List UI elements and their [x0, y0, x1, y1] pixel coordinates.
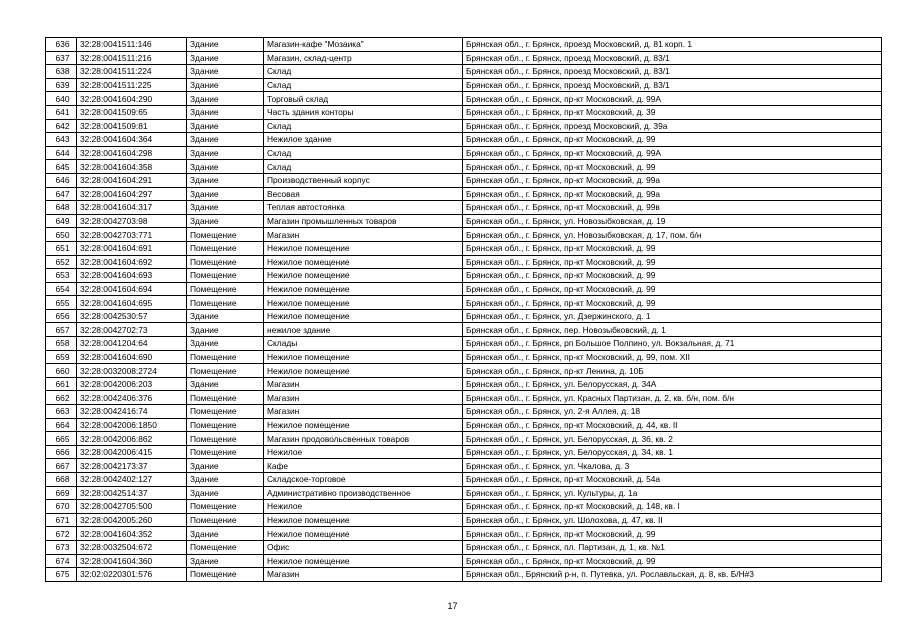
address-cell: Брянская обл., г. Брянск, пр-кт Московский, д. 99 — [463, 527, 882, 541]
object-name-cell: Склад — [264, 160, 463, 174]
row-number-cell: 650 — [46, 228, 77, 242]
cadastral-number-cell: 32:28:0041604:290 — [77, 92, 187, 106]
object-type-cell: Здание — [187, 377, 264, 391]
row-number-cell: 641 — [46, 105, 77, 119]
object-type-cell: Помещение — [187, 405, 264, 419]
cadastral-number-cell: 32:28:0041511:224 — [77, 65, 187, 79]
object-type-cell: Здание — [187, 146, 264, 160]
object-type-cell: Здание — [187, 337, 264, 351]
table-row — [46, 255, 882, 269]
object-type-cell: Здание — [187, 105, 264, 119]
cadastral-number-cell: 32:28:0042006:203 — [77, 377, 187, 391]
address-cell: Брянская обл., г. Брянск, пр-кт Московский, д. 99 — [463, 241, 882, 255]
address-cell: Брянская обл., г. Брянск, пр-кт Московский, д. 99 — [463, 160, 882, 174]
row-number-cell: 637 — [46, 51, 77, 65]
cadastral-number-cell: 32:28:0042705:500 — [77, 500, 187, 514]
object-name-cell: Магазин продовольсвенных товаров — [264, 432, 463, 446]
cadastral-number-cell: 32:28:0042006:1850 — [77, 418, 187, 432]
table-row — [46, 187, 882, 201]
object-type-cell: Здание — [187, 473, 264, 487]
cadastral-number-cell: 32:28:0032008:2724 — [77, 364, 187, 378]
address-cell: Брянская обл., г. Брянск, пер. Новозыбковский, д. 1 — [463, 323, 882, 337]
object-type-cell: Помещение — [187, 418, 264, 432]
cadastral-number-cell: 32:28:0042416:74 — [77, 405, 187, 419]
cadastral-number-cell: 32:28:0041604:352 — [77, 527, 187, 541]
page-number: 17 — [447, 601, 458, 611]
row-number-cell: 661 — [46, 377, 77, 391]
table-body — [46, 38, 882, 582]
object-name-cell: Нежилое — [264, 445, 463, 459]
row-number-cell: 674 — [46, 554, 77, 568]
address-cell: Брянская обл., г. Брянск, ул. Красных Партизан, д. 2, кв. б/н, пом. б/н — [463, 391, 882, 405]
row-number-cell: 667 — [46, 459, 77, 473]
object-name-cell: Нежилое помещение — [264, 513, 463, 527]
object-type-cell: Здание — [187, 554, 264, 568]
object-type-cell: Здание — [187, 323, 264, 337]
object-name-cell: Административно производственное — [264, 486, 463, 500]
cadastral-number-cell: 32:28:0041604:695 — [77, 296, 187, 310]
address-cell: Брянская обл., г. Брянск, ул. Дзержинского, д. 1 — [463, 309, 882, 323]
table-row — [46, 309, 882, 323]
cadastral-number-cell: 32:28:0041604:360 — [77, 554, 187, 568]
address-cell: Брянская обл., г. Брянск, пр-кт Московский, д. 99А — [463, 146, 882, 160]
cadastral-number-cell: 32:28:0041604:690 — [77, 350, 187, 364]
address-cell: Брянская обл., г. Брянск, ул. Белорусская, д. 36, кв. 2 — [463, 432, 882, 446]
object-name-cell: Офис — [264, 540, 463, 554]
row-number-cell: 639 — [46, 78, 77, 92]
object-type-cell: Помещение — [187, 269, 264, 283]
table-row — [46, 133, 882, 147]
address-cell: Брянская обл., г. Брянск, пр-кт Московский, д. 99 — [463, 269, 882, 283]
row-number-cell: 651 — [46, 241, 77, 255]
table-row — [46, 214, 882, 228]
address-cell: Брянская обл., г. Брянск, проезд Московский, д. 39а — [463, 119, 882, 133]
object-type-cell: Здание — [187, 201, 264, 215]
object-name-cell: Нежилое — [264, 500, 463, 514]
address-cell: Брянская обл., г. Брянск, пр-кт Московский, д. 99 — [463, 282, 882, 296]
object-name-cell: Склад — [264, 146, 463, 160]
address-cell: Брянская обл., г. Брянск, рп Большое Полпино, ул. Вокзальная, д. 71 — [463, 337, 882, 351]
address-cell: Брянская обл., г. Брянск, пр-кт Московский, д. 99 — [463, 133, 882, 147]
row-number-cell: 652 — [46, 255, 77, 269]
object-name-cell: Часть здания конторы — [264, 105, 463, 119]
address-cell: Брянская обл., г. Брянск, проезд Московский, д. 83/1 — [463, 65, 882, 79]
table-row — [46, 513, 882, 527]
object-type-cell: Помещение — [187, 513, 264, 527]
address-cell: Брянская обл., г. Брянск, пр-кт Московский, д. 39 — [463, 105, 882, 119]
table-row — [46, 51, 882, 65]
table-row — [46, 65, 882, 79]
object-type-cell: Здание — [187, 119, 264, 133]
row-number-cell: 663 — [46, 405, 77, 419]
object-type-cell: Помещение — [187, 540, 264, 554]
object-type-cell: Помещение — [187, 445, 264, 459]
cadastral-number-cell: 32:28:0042173:37 — [77, 459, 187, 473]
row-number-cell: 648 — [46, 201, 77, 215]
object-name-cell: Нежилое помещение — [264, 255, 463, 269]
table-row — [46, 350, 882, 364]
address-cell: Брянская обл., г. Брянск, ул. Шолохова, д. 47, кв. II — [463, 513, 882, 527]
object-name-cell: Нежилое помещение — [264, 554, 463, 568]
object-name-cell: Магазин, склад-центр — [264, 51, 463, 65]
object-name-cell: Нежилое помещение — [264, 309, 463, 323]
object-type-cell: Помещение — [187, 228, 264, 242]
object-type-cell: Здание — [187, 173, 264, 187]
cadastral-number-cell: 32:28:0032504:672 — [77, 540, 187, 554]
object-name-cell: Нежилое помещение — [264, 527, 463, 541]
object-type-cell: Помещение — [187, 568, 264, 582]
address-cell: Брянская обл., г. Брянск, пр-кт Московский, д. 99, пом. XII — [463, 350, 882, 364]
address-cell: Брянская обл., г. Брянск, пр-кт Московский, д. 148, кв. I — [463, 500, 882, 514]
table-row — [46, 160, 882, 174]
row-number-cell: 656 — [46, 309, 77, 323]
cadastral-number-cell: 32:28:0041509:65 — [77, 105, 187, 119]
cadastral-number-cell: 32:28:0041604:692 — [77, 255, 187, 269]
row-number-cell: 671 — [46, 513, 77, 527]
object-name-cell: Нежилое помещение — [264, 296, 463, 310]
object-type-cell: Помещение — [187, 350, 264, 364]
object-type-cell: Помещение — [187, 296, 264, 310]
object-name-cell: Нежилое помещение — [264, 241, 463, 255]
table-row — [46, 391, 882, 405]
row-number-cell: 665 — [46, 432, 77, 446]
cadastral-number-cell: 32:28:0042006:415 — [77, 445, 187, 459]
object-type-cell: Здание — [187, 214, 264, 228]
cadastral-number-cell: 32:28:0042402:127 — [77, 473, 187, 487]
cadastral-number-cell: 32:28:0041604:297 — [77, 187, 187, 201]
cadastral-number-cell: 32:28:0041204:64 — [77, 337, 187, 351]
row-number-cell: 640 — [46, 92, 77, 106]
table-row — [46, 78, 882, 92]
table-row — [46, 527, 882, 541]
table-row — [46, 105, 882, 119]
address-cell: Брянская обл., г. Брянск, ул. Культуры, д. 1а — [463, 486, 882, 500]
address-cell: Брянская обл., г. Брянск, пр-кт Московский, д. 54а — [463, 473, 882, 487]
table-row — [46, 228, 882, 242]
table-row — [46, 377, 882, 391]
object-name-cell: Магазин — [264, 405, 463, 419]
cadastral-number-cell: 32:28:0041604:291 — [77, 173, 187, 187]
cadastral-number-cell: 32:28:0042703:771 — [77, 228, 187, 242]
cadastral-number-cell: 32:28:0041604:694 — [77, 282, 187, 296]
row-number-cell: 666 — [46, 445, 77, 459]
address-cell: Брянская обл., Брянский р-н, п. Путевка, ул. Рославльская, д. 8, кв. Б/Н#3 — [463, 568, 882, 582]
row-number-cell: 653 — [46, 269, 77, 283]
row-number-cell: 660 — [46, 364, 77, 378]
row-number-cell: 664 — [46, 418, 77, 432]
object-type-cell: Помещение — [187, 364, 264, 378]
address-cell: Брянская обл., г. Брянск, ул. 2-я Аллея, д. 18 — [463, 405, 882, 419]
object-type-cell: Здание — [187, 459, 264, 473]
table-row — [46, 269, 882, 283]
object-name-cell: Нежилое помещение — [264, 364, 463, 378]
object-type-cell: Помещение — [187, 241, 264, 255]
cadastral-number-cell: 32:28:0041511:225 — [77, 78, 187, 92]
address-cell: Брянская обл., г. Брянск, ул. Белорусская, д. 34, кв. 1 — [463, 445, 882, 459]
object-type-cell: Помещение — [187, 282, 264, 296]
object-type-cell: Здание — [187, 65, 264, 79]
table-row — [46, 486, 882, 500]
table-row — [46, 459, 882, 473]
cadastral-number-cell: 32:28:0042703:98 — [77, 214, 187, 228]
row-number-cell: 675 — [46, 568, 77, 582]
cadastral-number-cell: 32:02:0220301:576 — [77, 568, 187, 582]
cadastral-number-cell: 32:28:0041604:693 — [77, 269, 187, 283]
row-number-cell: 662 — [46, 391, 77, 405]
row-number-cell: 658 — [46, 337, 77, 351]
object-type-cell: Здание — [187, 38, 264, 52]
object-name-cell: Весовая — [264, 187, 463, 201]
row-number-cell: 673 — [46, 540, 77, 554]
address-cell: Брянская обл., г. Брянск, ул. Новозыбковская, д. 19 — [463, 214, 882, 228]
table-row — [46, 146, 882, 160]
cadastral-number-cell: 32:28:0041604:364 — [77, 133, 187, 147]
object-type-cell: Здание — [187, 486, 264, 500]
table-row — [46, 119, 882, 133]
address-cell: Брянская обл., г. Брянск, пр-кт Московский, д. 99а — [463, 173, 882, 187]
cadastral-number-cell: 32:28:0042530:57 — [77, 309, 187, 323]
row-number-cell: 669 — [46, 486, 77, 500]
row-number-cell: 655 — [46, 296, 77, 310]
object-name-cell: Магазин — [264, 391, 463, 405]
table-row — [46, 364, 882, 378]
row-number-cell: 644 — [46, 146, 77, 160]
address-cell: Брянская обл., г. Брянск, проезд Московский, д. 83/1 — [463, 78, 882, 92]
address-cell: Брянская обл., г. Брянск, проезд Московский, д. 81 корп. 1 — [463, 38, 882, 52]
object-name-cell: Нежилое помещение — [264, 418, 463, 432]
object-name-cell: Склад — [264, 78, 463, 92]
object-type-cell: Помещение — [187, 391, 264, 405]
table-row — [46, 473, 882, 487]
row-number-cell: 642 — [46, 119, 77, 133]
row-number-cell: 657 — [46, 323, 77, 337]
address-cell: Брянская обл., г. Брянск, пр-кт Московский, д. 99 — [463, 296, 882, 310]
cadastral-number-cell: 32:28:0041509:81 — [77, 119, 187, 133]
table-row — [46, 173, 882, 187]
cadastral-number-cell: 32:28:0041604:298 — [77, 146, 187, 160]
address-cell: Брянская обл., г. Брянск, пр-кт Московский, д. 99а — [463, 187, 882, 201]
object-name-cell: Магазин промышленных товаров — [264, 214, 463, 228]
cadastral-number-cell: 32:28:0041511:216 — [77, 51, 187, 65]
object-name-cell: Производственный корпус — [264, 173, 463, 187]
address-cell: Брянская обл., г. Брянск, пр-кт Московский, д. 99 — [463, 554, 882, 568]
object-name-cell: Склады — [264, 337, 463, 351]
object-name-cell: нежилое здание — [264, 323, 463, 337]
address-cell: Брянская обл., г. Брянск, пр-кт Московский, д. 44, кв. II — [463, 418, 882, 432]
row-number-cell: 646 — [46, 173, 77, 187]
table-row — [46, 92, 882, 106]
object-type-cell: Здание — [187, 160, 264, 174]
object-type-cell: Здание — [187, 527, 264, 541]
table-row — [46, 38, 882, 52]
object-name-cell: Кафе — [264, 459, 463, 473]
object-name-cell: Нежилое помещение — [264, 282, 463, 296]
table-row — [46, 445, 882, 459]
table-row — [46, 323, 882, 337]
object-type-cell: Помещение — [187, 255, 264, 269]
object-name-cell: Торговый склад — [264, 92, 463, 106]
address-cell: Брянская обл., г. Брянск, пр-кт Московский, д. 99в — [463, 201, 882, 215]
object-name-cell: Теплая автостоянка — [264, 201, 463, 215]
object-name-cell: Склад — [264, 65, 463, 79]
object-type-cell: Здание — [187, 187, 264, 201]
address-cell: Брянская обл., г. Брянск, пр-кт Московский, д. 99А — [463, 92, 882, 106]
cadastral-number-cell: 32:28:0042406:376 — [77, 391, 187, 405]
table-row — [46, 418, 882, 432]
row-number-cell: 659 — [46, 350, 77, 364]
object-name-cell: Магазин — [264, 568, 463, 582]
object-type-cell: Здание — [187, 92, 264, 106]
row-number-cell: 645 — [46, 160, 77, 174]
object-type-cell: Помещение — [187, 500, 264, 514]
object-type-cell: Здание — [187, 309, 264, 323]
table-row — [46, 296, 882, 310]
table-row — [46, 405, 882, 419]
cadastral-number-cell: 32:28:0041604:691 — [77, 241, 187, 255]
table-row — [46, 432, 882, 446]
table-row — [46, 568, 882, 582]
cadastral-number-cell: 32:28:0041511:146 — [77, 38, 187, 52]
address-cell: Брянская обл., г. Брянск, ул. Чкалова, д. 3 — [463, 459, 882, 473]
address-cell: Брянская обл., г. Брянск, пр-кт Ленина, д. 10Б — [463, 364, 882, 378]
address-cell: Брянская обл., г. Брянск, ул. Белорусская, д. 34А — [463, 377, 882, 391]
row-number-cell: 672 — [46, 527, 77, 541]
address-cell: Брянская обл., г. Брянск, пр-кт Московский, д. 99 — [463, 255, 882, 269]
row-number-cell: 654 — [46, 282, 77, 296]
object-name-cell: Магазин-кафе "Мозаика" — [264, 38, 463, 52]
table-row — [46, 337, 882, 351]
object-name-cell: Нежилое здание — [264, 133, 463, 147]
cadastral-number-cell: 32:28:0041604:317 — [77, 201, 187, 215]
object-name-cell: Нежилое помещение — [264, 350, 463, 364]
row-number-cell: 670 — [46, 500, 77, 514]
cadastral-number-cell: 32:28:0042514:37 — [77, 486, 187, 500]
row-number-cell: 638 — [46, 65, 77, 79]
address-cell: Брянская обл., г. Брянск, пл. Партизан, д. 1, кв. №1 — [463, 540, 882, 554]
object-name-cell: Магазин — [264, 228, 463, 242]
cadastral-number-cell: 32:28:0042005:260 — [77, 513, 187, 527]
object-type-cell: Помещение — [187, 432, 264, 446]
cadastral-number-cell: 32:28:0041604:358 — [77, 160, 187, 174]
table-row — [46, 554, 882, 568]
address-cell: Брянская обл., г. Брянск, ул. Новозыбковская, д. 17, пом. б/н — [463, 228, 882, 242]
row-number-cell: 643 — [46, 133, 77, 147]
address-cell: Брянская обл., г. Брянск, проезд Московский, д. 83/1 — [463, 51, 882, 65]
cadastral-number-cell: 32:28:0042702:73 — [77, 323, 187, 337]
object-name-cell: Складское-торговое — [264, 473, 463, 487]
table-row — [46, 540, 882, 554]
object-name-cell: Склад — [264, 119, 463, 133]
object-name-cell: Магазин — [264, 377, 463, 391]
table-row — [46, 201, 882, 215]
object-type-cell: Здание — [187, 78, 264, 92]
cadastral-number-cell: 32:28:0042006:862 — [77, 432, 187, 446]
object-type-cell: Здание — [187, 133, 264, 147]
table-row — [46, 241, 882, 255]
row-number-cell: 636 — [46, 38, 77, 52]
row-number-cell: 668 — [46, 473, 77, 487]
table-row — [46, 282, 882, 296]
row-number-cell: 649 — [46, 214, 77, 228]
object-type-cell: Здание — [187, 51, 264, 65]
object-name-cell: Нежилое помещение — [264, 269, 463, 283]
property-register-table — [45, 37, 882, 582]
row-number-cell: 647 — [46, 187, 77, 201]
table-row — [46, 500, 882, 514]
